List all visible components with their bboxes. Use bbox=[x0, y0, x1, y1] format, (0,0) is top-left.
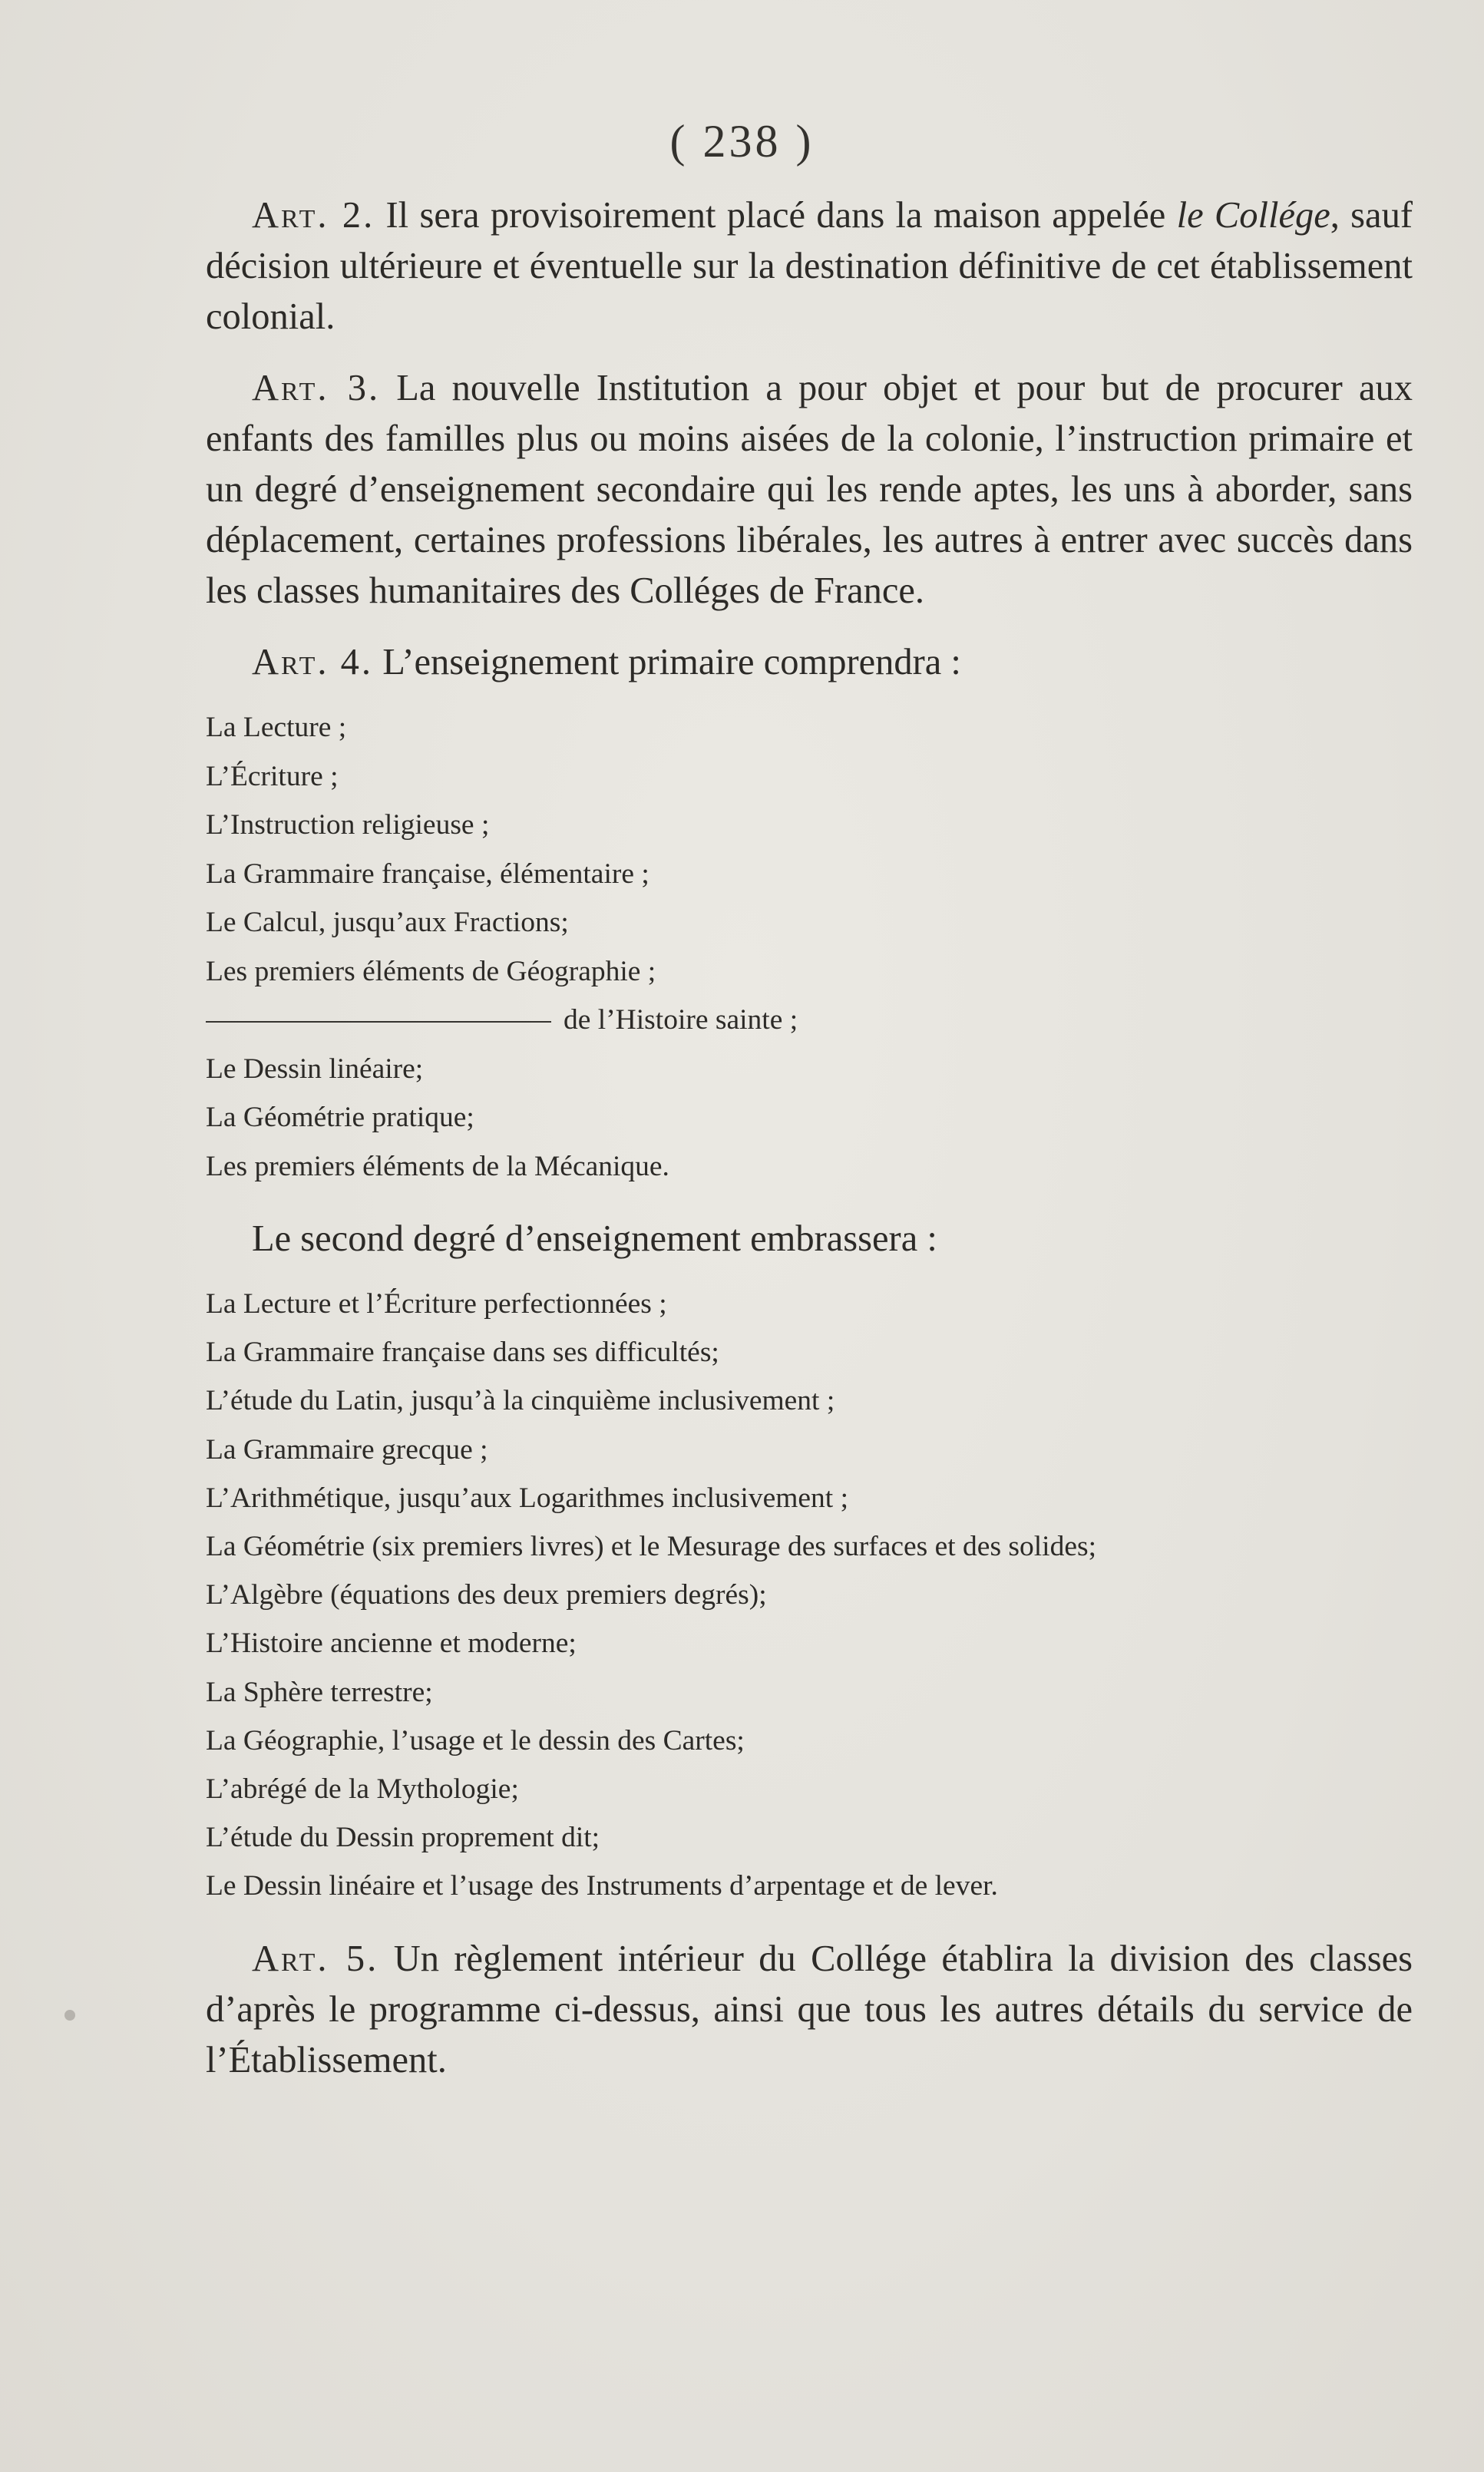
list-item: La Grammaire grecque ; bbox=[206, 1433, 488, 1466]
list-item: La Sphère terrestre; bbox=[206, 1676, 433, 1708]
article-4-heading bbox=[206, 637, 1413, 688]
list-item: L’abrégé de la Mythologie; bbox=[206, 1773, 519, 1806]
secondary-education-list bbox=[206, 1280, 1413, 1911]
article-3-label: Art. 3. bbox=[252, 368, 381, 408]
list-item: Le Dessin linéaire et l’usage des Instruments d’arpentage et de lever. bbox=[206, 1870, 998, 1902]
ditto-rule bbox=[206, 1021, 551, 1023]
list-item: L’Arithmétique, jusqu’aux Logarithmes inclusivement ; bbox=[206, 1482, 848, 1514]
list-item: L’Écriture ; bbox=[206, 760, 339, 792]
article-2-text-part1: Il sera provisoirement placé dans la maison appelée bbox=[375, 195, 1177, 236]
article-5-label: Art. 5. bbox=[252, 1938, 379, 1979]
article-3-text: La nouvelle Institution a pour objet et pour but de procurer aux enfants des familles plus ou moins aisées de la colonie, l’instruction primaire et un degré d’enseignement secondaire qui les rende aptes, les uns à aborder, sans déplacement, certaines professions libérales, les autres à entrer avec succès dans les classes humanitaires des Colléges de France. bbox=[206, 368, 1413, 611]
list-item: La Lecture et l’Écriture perfectionnées ; bbox=[206, 1288, 667, 1320]
article-3-paragraph bbox=[206, 363, 1413, 616]
list-item: L’étude du Latin, jusqu’à la cinquième inclusivement ; bbox=[206, 1385, 835, 1417]
list-item: La Grammaire française dans ses difficultés; bbox=[206, 1337, 719, 1369]
page-number: ( 238 ) bbox=[669, 116, 815, 167]
article-2-text-part2: , sauf décision ultérieure et éventuelle sur la destination définitive de cet établissement colonial. bbox=[206, 195, 1413, 337]
article-5-paragraph bbox=[206, 1934, 1413, 2086]
ditto-text: de l’Histoire sainte ; bbox=[564, 1004, 798, 1036]
list-item: La Géographie, l’usage et le dessin des Cartes; bbox=[206, 1724, 745, 1757]
article-5-text: Un règlement intérieur du Collége établira la division des classes d’après le programme ci-dessus, ainsi que tous les autres détails du service de l’Établissement. bbox=[206, 1938, 1413, 2080]
list-item: Le Calcul, jusqu’aux Fractions; bbox=[206, 907, 569, 938]
list-item: La Lecture ; bbox=[206, 712, 347, 743]
paper-speck bbox=[64, 2010, 75, 2021]
article-4-label: Art. 4. bbox=[252, 642, 374, 682]
list-item: La Grammaire française, élémentaire ; bbox=[206, 858, 649, 890]
list-item: L’Histoire ancienne et moderne; bbox=[206, 1628, 577, 1660]
list-item: La Géométrie pratique; bbox=[206, 1102, 474, 1133]
list-item: Le Dessin linéaire; bbox=[206, 1053, 424, 1085]
article-2-label: Art. 2. bbox=[252, 195, 375, 236]
list-item-ditto bbox=[206, 996, 1413, 1045]
list-item: Les premiers éléments de la Mécanique. bbox=[206, 1150, 669, 1182]
list-item: Les premiers éléments de Géographie ; bbox=[206, 955, 656, 987]
article-4-heading-text: L’enseignement primaire comprendra : bbox=[373, 642, 961, 682]
article-2-italic: le Collége bbox=[1176, 195, 1330, 236]
secondary-education-heading: Le second degré d’enseignement embrassera : bbox=[252, 1218, 937, 1259]
document-body bbox=[206, 190, 1413, 2107]
list-item: La Géométrie (six premiers livres) et le Mesurage des surfaces et des solides; bbox=[206, 1531, 1097, 1563]
list-item: L’étude du Dessin proprement dit; bbox=[206, 1822, 600, 1854]
primary-education-list bbox=[206, 703, 1413, 1191]
list-item: L’Algèbre (équations des deux premiers degrés); bbox=[206, 1579, 767, 1611]
article-2-paragraph bbox=[206, 190, 1413, 342]
list-item: L’Instruction religieuse ; bbox=[206, 809, 490, 841]
